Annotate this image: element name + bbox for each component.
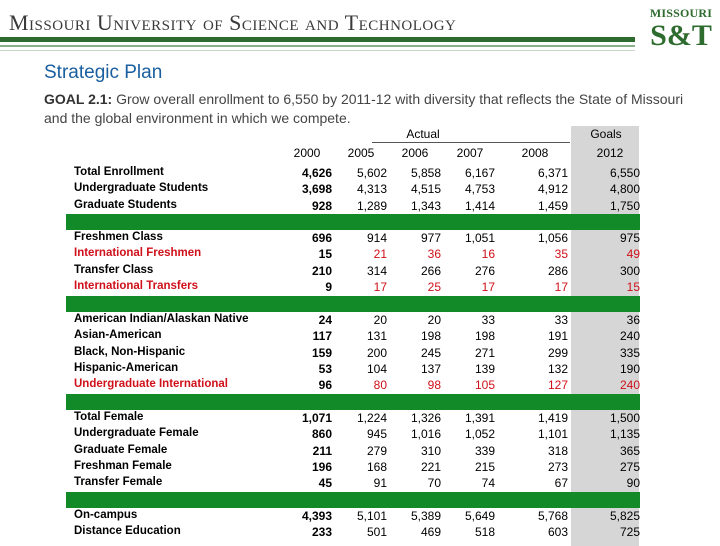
table-cell: 1,343 — [410, 198, 441, 213]
table-cell: 501 — [366, 525, 387, 540]
year-header-2008: 2008 — [521, 146, 549, 160]
table-cell: 5,101 — [356, 509, 387, 523]
row-label: Transfer Female — [74, 476, 163, 489]
goal-label: GOAL 2.1: — [44, 91, 113, 107]
table-cell: 91 — [373, 476, 387, 491]
table-cell: 5,389 — [410, 509, 441, 523]
table-cell: 1,459 — [537, 198, 568, 213]
table-cell: 98 — [427, 378, 441, 393]
table-cell: 200 — [366, 345, 387, 360]
table-cell: 6,167 — [464, 166, 495, 180]
row-label: On-campus — [74, 509, 138, 521]
table-cell: 15 — [318, 247, 332, 262]
table-cell: 104 — [366, 361, 387, 376]
table-cell: 279 — [366, 443, 387, 458]
table-cell: 25 — [427, 279, 441, 294]
row-label: Black, Non-Hispanic — [74, 345, 186, 358]
table-cell: 70 — [427, 476, 441, 491]
section-divider — [66, 214, 640, 230]
table-cell: 299 — [547, 345, 568, 360]
row-label: Graduate Female — [74, 443, 168, 456]
section-divider — [66, 394, 640, 410]
table-cell: 1,056 — [537, 231, 568, 245]
table-cell: 275 — [619, 459, 640, 474]
university-name: Missouri University of Science and Technology — [9, 10, 457, 35]
table-cell: 314 — [366, 263, 387, 278]
actual-header: Actual — [406, 127, 440, 141]
table-cell: 5,649 — [464, 509, 495, 523]
table-cell: 1,750 — [609, 198, 640, 213]
table-cell: 35 — [554, 247, 568, 262]
table-cell: 4,626 — [301, 166, 332, 180]
page-title: Strategic Plan — [44, 62, 163, 83]
table-cell: 3,698 — [301, 182, 332, 197]
table-cell: 233 — [311, 525, 332, 540]
year-header-2007: 2007 — [456, 146, 484, 160]
table-cell: 36 — [427, 247, 441, 262]
table-cell: 1,224 — [356, 411, 387, 425]
table-cell: 24 — [318, 313, 332, 327]
table-cell: 210 — [311, 263, 332, 278]
year-header-2005: 2005 — [347, 146, 375, 160]
table-cell: 1,071 — [301, 411, 332, 425]
row-label: International Freshmen — [74, 247, 202, 260]
table-cell: 221 — [420, 459, 441, 474]
table-cell: 975 — [619, 231, 640, 245]
table-cell: 191 — [547, 329, 568, 344]
table-cell: 17 — [481, 279, 495, 294]
section-divider — [66, 296, 640, 312]
table-cell: 1,419 — [537, 411, 568, 425]
table-cell: 196 — [311, 459, 332, 474]
row-label: Asian-American — [74, 329, 162, 342]
table-cell: 198 — [474, 329, 495, 344]
row-label: Hispanic-American — [74, 361, 179, 374]
section-divider — [66, 492, 640, 508]
table-cell: 159 — [311, 345, 332, 360]
table-cell: 20 — [373, 313, 387, 327]
table-cell: 469 — [420, 525, 441, 540]
logo-wordmark: MISSOURI — [649, 6, 713, 20]
row-label: Undergraduate Students — [74, 182, 209, 195]
goal-text: Grow overall enrollment to 6,550 by 2011-12 with diversity that reflects the State of Missouri and the global environment in which we compete. — [44, 91, 684, 126]
table-cell: 4,313 — [356, 182, 387, 197]
table-cell: 928 — [311, 198, 332, 213]
table-cell: 4,912 — [537, 182, 568, 197]
actual-underline — [372, 142, 570, 143]
row-label: Transfer Class — [74, 263, 154, 276]
table-cell: 4,753 — [464, 182, 495, 197]
table-cell: 977 — [420, 231, 441, 245]
table-cell: 5,825 — [609, 509, 640, 523]
table-cell: 15 — [626, 279, 640, 294]
logo-mark: S&T — [650, 19, 712, 52]
table-cell: 914 — [366, 231, 387, 245]
table-cell: 1,391 — [464, 411, 495, 425]
table-cell: 5,768 — [537, 509, 568, 523]
row-label: Distance Education — [74, 525, 181, 538]
table-cell: 300 — [619, 263, 640, 278]
table-cell: 266 — [420, 263, 441, 278]
table-cell: 245 — [420, 345, 441, 360]
table-cell: 211 — [312, 443, 332, 458]
table-cell: 339 — [474, 443, 495, 458]
year-header-2000: 2000 — [293, 146, 321, 160]
table-cell: 117 — [312, 329, 332, 344]
row-label: Undergraduate Female — [74, 427, 199, 440]
table-cell: 5,858 — [410, 166, 441, 180]
table-cell: 4,800 — [609, 182, 640, 197]
table-cell: 5,602 — [356, 166, 387, 180]
table-cell: 1,500 — [609, 411, 640, 425]
row-label: Total Enrollment — [74, 166, 164, 178]
row-label: Undergraduate International — [74, 378, 228, 391]
table-cell: 80 — [373, 378, 387, 393]
table-cell: 131 — [366, 329, 387, 344]
table-cell: 603 — [547, 525, 568, 540]
university-logo — [646, 6, 716, 52]
table-cell: 190 — [619, 361, 640, 376]
table-cell: 335 — [619, 345, 640, 360]
header-rule-thin — [0, 45, 635, 47]
table-cell: 9 — [325, 279, 332, 294]
table-cell: 137 — [420, 361, 441, 376]
table-cell: 725 — [619, 525, 640, 540]
table-cell: 17 — [554, 279, 568, 294]
table-cell: 21 — [373, 247, 387, 262]
table-cell: 4,393 — [301, 509, 332, 523]
row-label: Freshman Female — [74, 459, 172, 472]
table-cell: 20 — [427, 313, 441, 327]
table-cell: 90 — [626, 476, 640, 491]
table-cell: 310 — [420, 443, 441, 458]
table-cell: 17 — [373, 279, 387, 294]
table-cell: 36 — [626, 313, 640, 327]
table-cell: 240 — [619, 378, 640, 393]
year-header-2012: 2012 — [596, 146, 624, 160]
table-cell: 67 — [554, 476, 568, 491]
table-cell: 6,371 — [537, 166, 568, 180]
table-cell: 4,515 — [410, 182, 441, 197]
table-cell: 168 — [366, 459, 387, 474]
row-label: International Transfers — [74, 279, 198, 292]
table-cell: 240 — [619, 329, 640, 344]
table-cell: 49 — [626, 247, 640, 262]
table-cell: 215 — [474, 459, 495, 474]
header-rule-hairline — [0, 50, 635, 51]
row-label: American Indian/Alaskan Native — [74, 313, 249, 325]
table-cell: 1,016 — [410, 427, 441, 442]
table-cell: 1,135 — [609, 427, 640, 442]
table-cell: 96 — [318, 378, 332, 393]
table-cell: 860 — [311, 427, 332, 442]
table-cell: 16 — [481, 247, 495, 262]
table-cell: 1,051 — [464, 231, 495, 245]
table-cell: 318 — [547, 443, 568, 458]
table-cell: 365 — [619, 443, 640, 458]
row-label: Graduate Students — [74, 198, 177, 211]
year-header-2006: 2006 — [401, 146, 429, 160]
table-cell: 945 — [366, 427, 387, 442]
table-cell: 1,052 — [464, 427, 495, 442]
goal-statement — [44, 90, 684, 128]
table-cell: 33 — [481, 313, 495, 327]
row-label: Total Female — [74, 411, 144, 423]
table-cell: 53 — [318, 361, 332, 376]
table-cell: 286 — [547, 263, 568, 278]
table-cell: 6,550 — [609, 166, 640, 180]
table-cell: 45 — [318, 476, 332, 491]
table-cell: 1,326 — [410, 411, 441, 425]
table-cell: 276 — [474, 263, 495, 278]
table-cell: 33 — [554, 313, 568, 327]
table-cell: 271 — [474, 345, 495, 360]
goals-header: Goals — [590, 127, 622, 141]
table-cell: 273 — [547, 459, 568, 474]
table-cell: 74 — [481, 476, 495, 491]
table-cell: 1,414 — [464, 198, 495, 213]
table-cell: 127 — [547, 378, 568, 393]
table-cell: 105 — [474, 378, 495, 393]
table-cell: 696 — [311, 231, 332, 245]
table-cell: 518 — [474, 525, 495, 540]
header-rule — [0, 37, 635, 42]
table-cell: 1,101 — [537, 427, 568, 442]
row-label: Freshmen Class — [74, 231, 163, 243]
table-cell: 1,289 — [356, 198, 387, 213]
table-cell: 139 — [474, 361, 495, 376]
table-cell: 198 — [420, 329, 441, 344]
table-cell: 132 — [547, 361, 568, 376]
